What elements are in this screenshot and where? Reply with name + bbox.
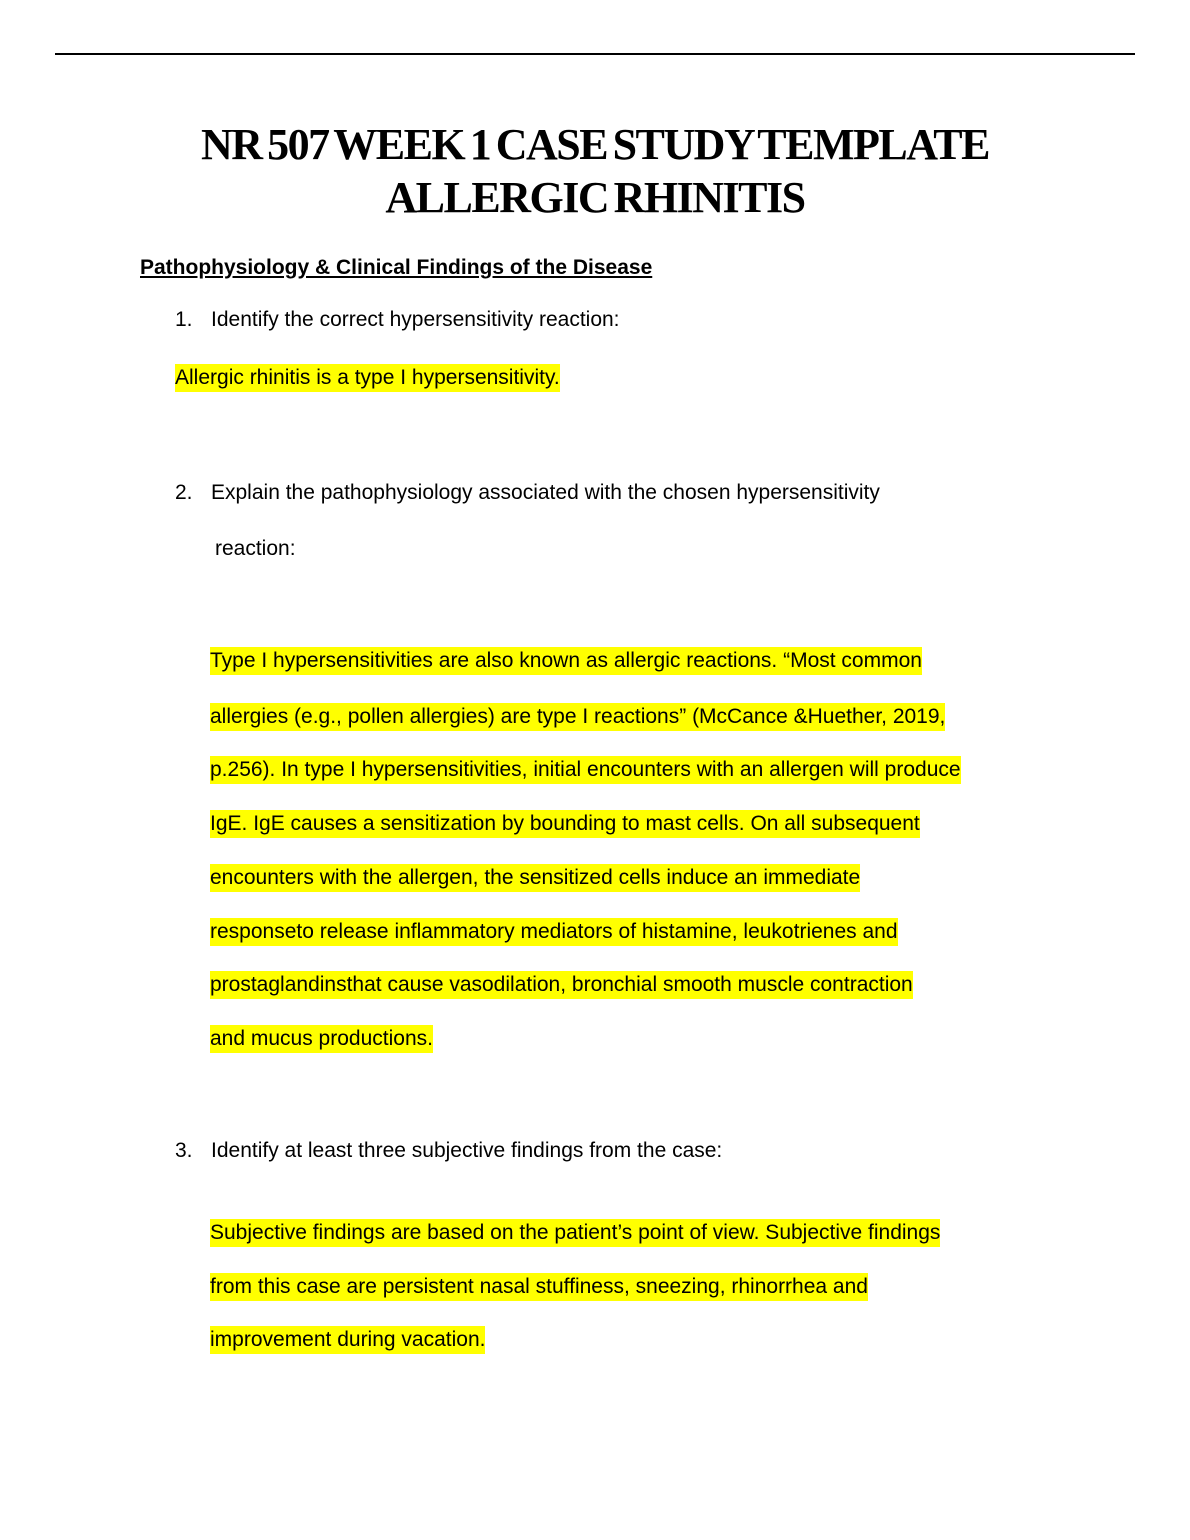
question-2-answer-line-4: IgE. IgE causes a sensitization by bounding to mast cells. On all subsequent [210,810,920,838]
question-3-answer-line-2: from this case are persistent nasal stuffiness, sneezing, rhinorrhea and [210,1273,868,1301]
question-3-number: 3. [175,1139,193,1162]
question-1-number: 1. [175,308,193,331]
question-2-answer-line-2: allergies (e.g., pollen allergies) are type I reactions” (McCance &Huether, 2019, [210,703,945,731]
question-2-prompt-line-2: reaction: [215,537,296,560]
question-2-answer-line-8: and mucus productions. [210,1025,433,1053]
question-2-answer-line-7: prostaglandinsthat cause vasodilation, bronchial smooth muscle contraction [210,971,913,999]
question-2-answer-line-1: Type I hypersensitivities are also known as allergic reactions. “Most common [210,647,922,675]
section-heading: Pathophysiology & Clinical Findings of the Disease [140,256,653,279]
question-2-prompt-line-1: Explain the pathophysiology associated with the chosen hypersensitivity [211,481,880,504]
question-2-answer-line-6: responseto release inflammatory mediators of histamine, leukotrienes and [210,918,898,946]
document-title-line-1: NR 507 WEEK 1 CASE STUDY TEMPLATE [201,120,989,169]
top-horizontal-rule [55,53,1135,55]
document-title-line-2: ALLERGIC RHINITIS [385,173,805,222]
question-1-prompt: Identify the correct hypersensitivity reaction: [211,308,620,331]
question-3-answer-line-1: Subjective findings are based on the patient’s point of view. Subjective findings [210,1219,940,1247]
question-2-answer-line-3: p.256). In type I hypersensitivities, initial encounters with an allergen will produce [210,756,961,784]
question-1-answer: Allergic rhinitis is a type I hypersensitivity. [175,364,560,392]
question-3-answer-line-3: improvement during vacation. [210,1326,485,1354]
question-2-number: 2. [175,481,193,504]
question-2-answer-line-5: encounters with the allergen, the sensitized cells induce an immediate [210,864,860,892]
question-3-prompt: Identify at least three subjective findings from the case: [211,1139,723,1162]
